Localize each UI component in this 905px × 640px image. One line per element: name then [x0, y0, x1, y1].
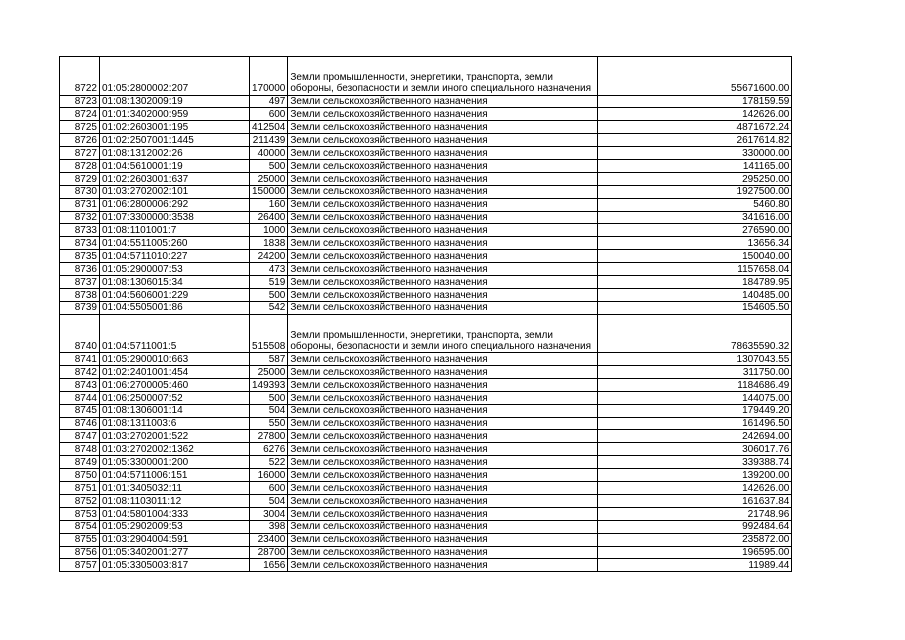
row-number-cell: 8745	[60, 404, 100, 417]
cadastral-number-cell: 01:05:2900007:53	[100, 263, 250, 276]
table-row	[60, 108, 792, 121]
table-row	[60, 185, 792, 198]
cadastral-number-cell: 01:05:2800002:207	[100, 57, 250, 96]
row-number-cell: 8742	[60, 366, 100, 379]
area-cell: 1000	[250, 224, 288, 237]
land-category-cell: Земли сельскохозяйственного назначения	[288, 378, 598, 391]
table-row	[60, 520, 792, 533]
row-number-cell: 8728	[60, 159, 100, 172]
area-cell: 28700	[250, 546, 288, 559]
row-number-cell: 8743	[60, 378, 100, 391]
row-number-cell: 8726	[60, 134, 100, 147]
table-row	[60, 443, 792, 456]
row-number-cell: 8751	[60, 482, 100, 495]
row-number-cell: 8724	[60, 108, 100, 121]
area-cell: 3004	[250, 507, 288, 520]
area-cell: 26400	[250, 211, 288, 224]
table-row	[60, 172, 792, 185]
table-row	[60, 559, 792, 572]
row-number-cell: 8737	[60, 275, 100, 288]
row-number-cell: 8746	[60, 417, 100, 430]
cadastral-number-cell: 01:06:2700005:460	[100, 378, 250, 391]
area-cell: 504	[250, 494, 288, 507]
area-cell: 211439	[250, 134, 288, 147]
land-category-cell: Земли сельскохозяйственного назначения	[288, 250, 598, 263]
cadastral-number-cell: 01:05:2902009:53	[100, 520, 250, 533]
land-category-cell: Земли сельскохозяйственного назначения	[288, 559, 598, 572]
cadastral-number-cell: 01:05:3300001:200	[100, 456, 250, 469]
land-category-cell: Земли сельскохозяйственного назначения	[288, 198, 598, 211]
table-row	[60, 198, 792, 211]
table-row	[60, 57, 792, 96]
cadastral-number-cell: 01:05:3402001:277	[100, 546, 250, 559]
cadastral-number-cell: 01:08:1302009:19	[100, 95, 250, 108]
area-cell: 473	[250, 263, 288, 276]
land-category-cell: Земли сельскохозяйственного назначения	[288, 121, 598, 134]
cadastral-value-cell: 2617614.82	[598, 134, 792, 147]
cadastral-value-cell: 161637.84	[598, 494, 792, 507]
table-row	[60, 366, 792, 379]
cadastral-value-cell: 11989.44	[598, 559, 792, 572]
area-cell: 160	[250, 198, 288, 211]
area-cell: 1656	[250, 559, 288, 572]
land-category-cell: Земли сельскохозяйственного назначения	[288, 366, 598, 379]
cadastral-number-cell: 01:08:1103011:12	[100, 494, 250, 507]
cadastral-value-cell: 1157658.04	[598, 263, 792, 276]
cadastral-number-cell: 01:04:5610001:19	[100, 159, 250, 172]
cadastral-number-cell: 01:01:3402000:959	[100, 108, 250, 121]
table-row	[60, 159, 792, 172]
cadastral-number-cell: 01:06:2800006:292	[100, 198, 250, 211]
row-number-cell: 8729	[60, 172, 100, 185]
cadastral-value-cell: 242694.00	[598, 430, 792, 443]
table-row	[60, 417, 792, 430]
table-row	[60, 121, 792, 134]
cadastral-value-cell: 196595.00	[598, 546, 792, 559]
cadastral-value-cell: 341616.00	[598, 211, 792, 224]
table-row	[60, 494, 792, 507]
area-cell: 1838	[250, 237, 288, 250]
row-number-cell: 8725	[60, 121, 100, 134]
row-number-cell: 8757	[60, 559, 100, 572]
row-number-cell: 8731	[60, 198, 100, 211]
land-category-cell: Земли сельскохозяйственного назначения	[288, 185, 598, 198]
table-row	[60, 404, 792, 417]
cadastral-number-cell: 01:04:5801004:333	[100, 507, 250, 520]
cadastral-value-cell: 144075.00	[598, 391, 792, 404]
land-category-cell: Земли сельскохозяйственного назначения	[288, 159, 598, 172]
cadastral-number-cell: 01:04:5711006:151	[100, 469, 250, 482]
cadastral-number-cell: 01:04:5505001:86	[100, 301, 250, 314]
cadastral-value-cell: 142626.00	[598, 482, 792, 495]
area-cell: 149393	[250, 378, 288, 391]
land-category-cell: Земли сельскохозяйственного назначения	[288, 494, 598, 507]
area-cell: 500	[250, 288, 288, 301]
cadastral-value-cell: 55671600.00	[598, 57, 792, 96]
row-number-cell: 8732	[60, 211, 100, 224]
area-cell: 542	[250, 301, 288, 314]
land-category-cell: Земли сельскохозяйственного назначения	[288, 147, 598, 160]
land-category-cell: Земли сельскохозяйственного назначения	[288, 546, 598, 559]
cadastral-value-cell: 161496.50	[598, 417, 792, 430]
cadastral-value-cell: 139200.00	[598, 469, 792, 482]
area-cell: 6276	[250, 443, 288, 456]
area-cell: 550	[250, 417, 288, 430]
row-number-cell: 8750	[60, 469, 100, 482]
cadastral-value-cell: 21748.96	[598, 507, 792, 520]
row-number-cell: 8741	[60, 353, 100, 366]
land-category-cell: Земли сельскохозяйственного назначения	[288, 211, 598, 224]
table-row	[60, 275, 792, 288]
area-cell: 24200	[250, 250, 288, 263]
cadastral-number-cell: 01:03:2702002:1362	[100, 443, 250, 456]
row-number-cell: 8749	[60, 456, 100, 469]
land-category-cell: Земли промышленности, энергетики, транспорта, земли обороны, безопасности и земли иного специального назначения	[288, 314, 598, 353]
row-number-cell: 8730	[60, 185, 100, 198]
table-row	[60, 237, 792, 250]
row-number-cell: 8756	[60, 546, 100, 559]
cadastral-value-cell: 306017.76	[598, 443, 792, 456]
cadastral-value-cell: 992484.64	[598, 520, 792, 533]
cadastral-value-cell: 142626.00	[598, 108, 792, 121]
cadastral-value-cell: 1927500.00	[598, 185, 792, 198]
row-number-cell: 8747	[60, 430, 100, 443]
table-row	[60, 546, 792, 559]
land-category-cell: Земли сельскохозяйственного назначения	[288, 507, 598, 520]
table-row	[60, 456, 792, 469]
area-cell: 398	[250, 520, 288, 533]
cadastral-number-cell: 01:08:1312002:26	[100, 147, 250, 160]
cadastral-number-cell: 01:08:1101001:7	[100, 224, 250, 237]
area-cell: 500	[250, 159, 288, 172]
land-category-cell: Земли сельскохозяйственного назначения	[288, 482, 598, 495]
row-number-cell: 8735	[60, 250, 100, 263]
row-number-cell: 8744	[60, 391, 100, 404]
cadastral-value-cell: 339388.74	[598, 456, 792, 469]
land-category-cell: Земли сельскохозяйственного назначения	[288, 108, 598, 121]
table-row	[60, 391, 792, 404]
row-number-cell: 8723	[60, 95, 100, 108]
row-number-cell: 8733	[60, 224, 100, 237]
area-cell: 150000	[250, 185, 288, 198]
land-parcels-table	[59, 56, 792, 572]
area-cell: 25000	[250, 172, 288, 185]
area-cell: 522	[250, 456, 288, 469]
cadastral-value-cell: 140485.00	[598, 288, 792, 301]
cadastral-value-cell: 235872.00	[598, 533, 792, 546]
cadastral-value-cell: 1184686.49	[598, 378, 792, 391]
cadastral-number-cell: 01:04:5711010:227	[100, 250, 250, 263]
table-row	[60, 430, 792, 443]
land-category-cell: Земли сельскохозяйственного назначения	[288, 404, 598, 417]
table-row	[60, 250, 792, 263]
cadastral-value-cell: 150040.00	[598, 250, 792, 263]
area-cell: 587	[250, 353, 288, 366]
table-row	[60, 301, 792, 314]
cadastral-number-cell: 01:02:2507001:1445	[100, 134, 250, 147]
table-row	[60, 288, 792, 301]
area-cell: 600	[250, 108, 288, 121]
cadastral-value-cell: 5460.80	[598, 198, 792, 211]
row-number-cell: 8727	[60, 147, 100, 160]
area-cell: 27800	[250, 430, 288, 443]
row-number-cell: 8754	[60, 520, 100, 533]
table-row	[60, 263, 792, 276]
table-row	[60, 378, 792, 391]
land-category-cell: Земли сельскохозяйственного назначения	[288, 391, 598, 404]
cadastral-value-cell: 330000.00	[598, 147, 792, 160]
table-row	[60, 482, 792, 495]
cadastral-value-cell: 141165.00	[598, 159, 792, 172]
cadastral-value-cell: 295250.00	[598, 172, 792, 185]
table-row	[60, 314, 792, 353]
cadastral-number-cell: 01:05:2900010:663	[100, 353, 250, 366]
table-row	[60, 95, 792, 108]
row-number-cell: 8722	[60, 57, 100, 96]
cadastral-number-cell: 01:02:2603001:637	[100, 172, 250, 185]
table-row	[60, 507, 792, 520]
cadastral-number-cell: 01:08:1306015:34	[100, 275, 250, 288]
row-number-cell: 8734	[60, 237, 100, 250]
cadastral-value-cell: 78635590.32	[598, 314, 792, 353]
land-category-cell: Земли сельскохозяйственного назначения	[288, 237, 598, 250]
cadastral-number-cell: 01:02:2401001:454	[100, 366, 250, 379]
area-cell: 497	[250, 95, 288, 108]
land-category-cell: Земли сельскохозяйственного назначения	[288, 95, 598, 108]
row-number-cell: 8736	[60, 263, 100, 276]
cadastral-value-cell: 178159.59	[598, 95, 792, 108]
land-category-cell: Земли сельскохозяйственного назначения	[288, 353, 598, 366]
cadastral-number-cell: 01:04:5711001:5	[100, 314, 250, 353]
cadastral-number-cell: 01:07:3300000:3538	[100, 211, 250, 224]
table-row	[60, 134, 792, 147]
land-category-cell: Земли сельскохозяйственного назначения	[288, 456, 598, 469]
cadastral-number-cell: 01:01:3405032:11	[100, 482, 250, 495]
cadastral-number-cell: 01:08:1311003:6	[100, 417, 250, 430]
cadastral-number-cell: 01:03:2702002:101	[100, 185, 250, 198]
table-body	[60, 57, 792, 572]
cadastral-value-cell: 154605.50	[598, 301, 792, 314]
cadastral-number-cell: 01:04:5606001:229	[100, 288, 250, 301]
land-category-cell: Земли сельскохозяйственного назначения	[288, 224, 598, 237]
area-cell: 40000	[250, 147, 288, 160]
cadastral-value-cell: 4871672.24	[598, 121, 792, 134]
row-number-cell: 8752	[60, 494, 100, 507]
row-number-cell: 8738	[60, 288, 100, 301]
land-category-cell: Земли сельскохозяйственного назначения	[288, 520, 598, 533]
cadastral-number-cell: 01:03:2702001:522	[100, 430, 250, 443]
land-category-cell: Земли сельскохозяйственного назначения	[288, 275, 598, 288]
row-number-cell: 8740	[60, 314, 100, 353]
area-cell: 515508	[250, 314, 288, 353]
area-cell: 170000	[250, 57, 288, 96]
area-cell: 600	[250, 482, 288, 495]
land-category-cell: Земли сельскохозяйственного назначения	[288, 301, 598, 314]
cadastral-number-cell: 01:05:3305003:817	[100, 559, 250, 572]
cadastral-value-cell: 311750.00	[598, 366, 792, 379]
table-row	[60, 469, 792, 482]
cadastral-value-cell: 179449.20	[598, 404, 792, 417]
table-row	[60, 224, 792, 237]
row-number-cell: 8755	[60, 533, 100, 546]
land-category-cell: Земли сельскохозяйственного назначения	[288, 172, 598, 185]
land-category-cell: Земли сельскохозяйственного назначения	[288, 469, 598, 482]
table-row	[60, 353, 792, 366]
area-cell: 23400	[250, 533, 288, 546]
area-cell: 500	[250, 391, 288, 404]
cadastral-value-cell: 184789.95	[598, 275, 792, 288]
cadastral-number-cell: 01:04:5511005:260	[100, 237, 250, 250]
land-category-cell: Земли сельскохозяйственного назначения	[288, 430, 598, 443]
area-cell: 25000	[250, 366, 288, 379]
table-row	[60, 147, 792, 160]
cadastral-value-cell: 1307043.55	[598, 353, 792, 366]
area-cell: 504	[250, 404, 288, 417]
cadastral-number-cell: 01:02:2603001:195	[100, 121, 250, 134]
land-category-cell: Земли сельскохозяйственного назначения	[288, 263, 598, 276]
land-category-cell: Земли промышленности, энергетики, транспорта, земли обороны, безопасности и земли иного специального назначения	[288, 57, 598, 96]
cadastral-number-cell: 01:06:2500007:52	[100, 391, 250, 404]
cadastral-number-cell: 01:08:1306001:14	[100, 404, 250, 417]
row-number-cell: 8753	[60, 507, 100, 520]
area-cell: 16000	[250, 469, 288, 482]
land-category-cell: Земли сельскохозяйственного назначения	[288, 288, 598, 301]
land-category-cell: Земли сельскохозяйственного назначения	[288, 443, 598, 456]
land-category-cell: Земли сельскохозяйственного назначения	[288, 417, 598, 430]
area-cell: 519	[250, 275, 288, 288]
row-number-cell: 8739	[60, 301, 100, 314]
land-category-cell: Земли сельскохозяйственного назначения	[288, 134, 598, 147]
table-row	[60, 533, 792, 546]
cadastral-number-cell: 01:03:2904004:591	[100, 533, 250, 546]
cadastral-value-cell: 276590.00	[598, 224, 792, 237]
row-number-cell: 8748	[60, 443, 100, 456]
cadastral-value-cell: 13656.34	[598, 237, 792, 250]
land-category-cell: Земли сельскохозяйственного назначения	[288, 533, 598, 546]
area-cell: 412504	[250, 121, 288, 134]
table-row	[60, 211, 792, 224]
